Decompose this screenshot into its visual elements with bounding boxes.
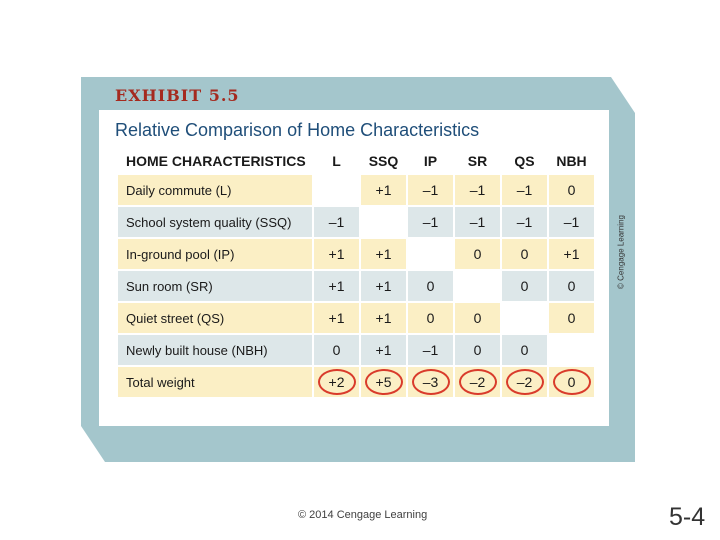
table-cell: +1 — [314, 271, 359, 301]
column-header: HOME CHARACTERISTICS — [126, 153, 306, 169]
total-cell — [361, 367, 406, 397]
exhibit-label: EXHIBIT 5.5 — [115, 86, 240, 105]
table-cell — [361, 207, 406, 237]
table-cell — [549, 335, 594, 365]
table-cell: +1 — [314, 303, 359, 333]
table-cell: –1 — [408, 207, 453, 237]
table-row — [118, 335, 594, 365]
table-cell: –1 — [549, 207, 594, 237]
table-cell: 0 — [549, 175, 594, 205]
total-cell — [549, 367, 594, 397]
total-cell — [502, 367, 547, 397]
total-cell — [455, 367, 500, 397]
table-cell: –1 — [408, 335, 453, 365]
table-cell: 0 — [455, 303, 500, 333]
corner-cut-bottom-left — [81, 426, 105, 462]
side-credit — [614, 207, 628, 297]
row-label: Sun room (SR) — [118, 271, 312, 301]
row-label: Daily commute (L) — [118, 175, 312, 205]
corner-cut-top-right — [611, 77, 635, 113]
table-cell: +1 — [549, 239, 594, 269]
column-header: IP — [423, 153, 438, 169]
circled-total: 0 — [553, 369, 591, 395]
slide-number: 5-4 — [669, 503, 706, 531]
table-cell: –1 — [408, 175, 453, 205]
circled-total: +2 — [318, 369, 356, 395]
table-cell: 0 — [549, 303, 594, 333]
table-cell — [408, 239, 453, 269]
table-cell: +1 — [361, 239, 406, 269]
table-cell: 0 — [502, 271, 547, 301]
table-row — [118, 175, 594, 205]
total-cell — [408, 367, 453, 397]
table-cell — [314, 175, 359, 205]
table-cell: +1 — [361, 175, 406, 205]
header-row — [118, 149, 594, 173]
total-label: Total weight — [118, 367, 312, 397]
table-cell: +1 — [361, 303, 406, 333]
exhibit-figure — [81, 77, 635, 462]
table-cell: 0 — [455, 239, 500, 269]
table-cell: 0 — [408, 303, 453, 333]
circled-total: –2 — [459, 369, 497, 395]
table-cell — [455, 271, 500, 301]
row-label: In-ground pool (IP) — [118, 239, 312, 269]
column-header: NBH — [556, 153, 587, 169]
table-cell — [502, 303, 547, 333]
row-label: Quiet street (QS) — [118, 303, 312, 333]
table-cell: 0 — [502, 239, 547, 269]
table-cell: –1 — [455, 207, 500, 237]
table-cell: 0 — [549, 271, 594, 301]
copyright-footer: © 2014 Cengage Learning — [298, 509, 428, 521]
table-cell: +1 — [361, 335, 406, 365]
column-header: QS — [514, 153, 535, 169]
table-row — [118, 239, 594, 269]
table-cell: –1 — [314, 207, 359, 237]
comparison-table — [116, 147, 596, 399]
table-cell: 0 — [455, 335, 500, 365]
table-cell: 0 — [502, 335, 547, 365]
table-cell: –1 — [502, 175, 547, 205]
table-row — [118, 207, 594, 237]
column-header: SR — [467, 153, 488, 169]
table-cell: +1 — [361, 271, 406, 301]
column-header: SSQ — [368, 153, 399, 169]
table-cell: 0 — [408, 271, 453, 301]
table-row — [118, 271, 594, 301]
table-cell: –1 — [455, 175, 500, 205]
total-row — [118, 367, 594, 397]
circled-total: –3 — [412, 369, 450, 395]
total-cell — [314, 367, 359, 397]
row-label: Newly built house (NBH) — [118, 335, 312, 365]
row-label: School system quality (SSQ) — [118, 207, 312, 237]
circled-total: –2 — [506, 369, 544, 395]
table-row — [118, 303, 594, 333]
table-cell: –1 — [502, 207, 547, 237]
exhibit-title: Relative Comparison of Home Characteristics — [115, 120, 480, 140]
table-cell: 0 — [314, 335, 359, 365]
column-header: L — [332, 153, 341, 169]
circled-total: +5 — [365, 369, 403, 395]
side-credit-text: © Cengage Learning — [616, 215, 626, 289]
table-cell: +1 — [314, 239, 359, 269]
